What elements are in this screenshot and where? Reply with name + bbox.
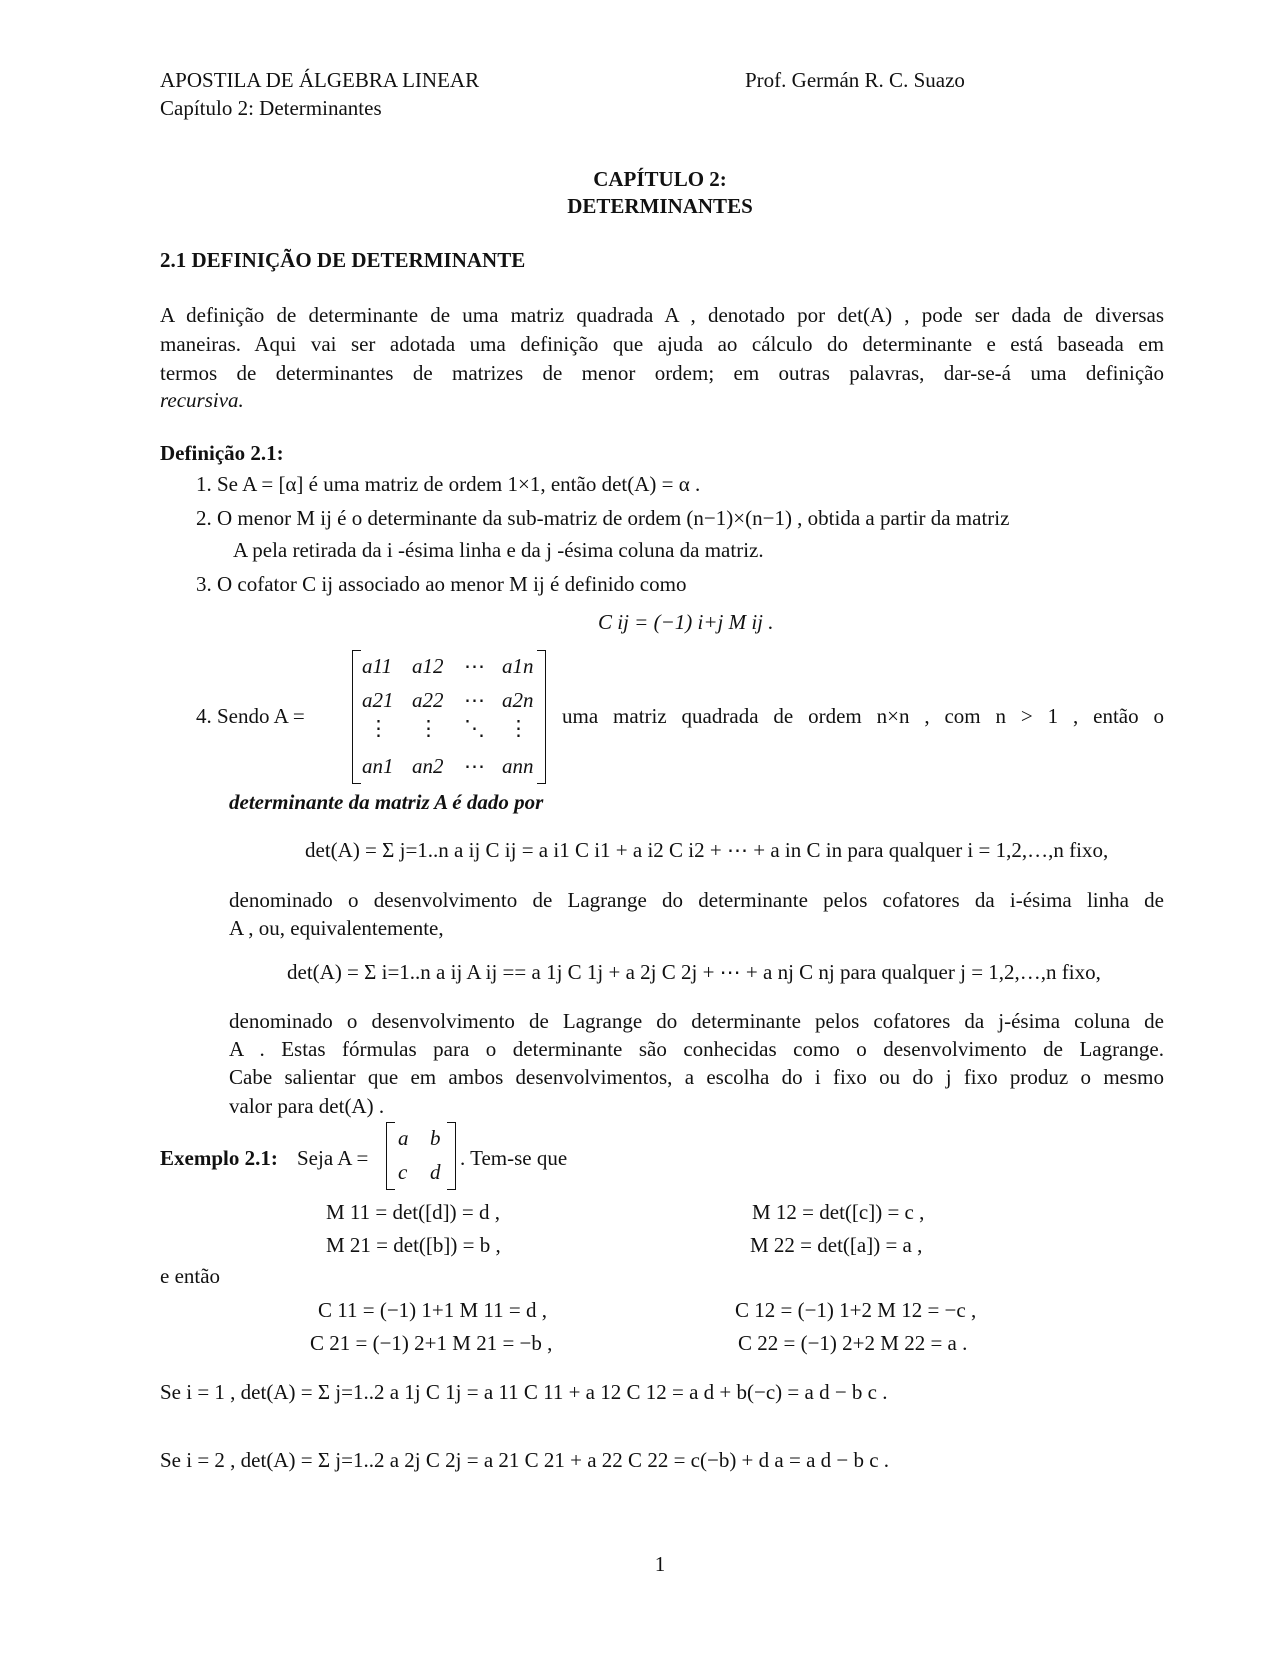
general-matrix	[352, 650, 546, 784]
example-matrix-cell: c	[398, 1160, 408, 1184]
then-text: e então	[160, 1264, 221, 1288]
intro-line-3: termos de determinantes de matrizes de menor ordem; em outras palavras, dar-se-á uma definição	[160, 361, 1164, 385]
matrix-left-bracket	[352, 650, 361, 784]
definition-label: Definição 2.1:	[160, 441, 284, 465]
matrix-cell: a2n	[502, 688, 534, 712]
matrix-cell: a21	[362, 688, 394, 712]
example-matrix-cell: a	[398, 1126, 409, 1150]
matrix-cell: ⋯	[464, 654, 485, 678]
intro-line-4: recursiva.	[160, 388, 244, 412]
col-desc-line3: Cabe salientar que em ambos desenvolvimentos, a escolha do i fixo ou do j fixo produz o mesmo	[229, 1065, 1164, 1089]
matrix-cell: ⋯	[464, 754, 485, 778]
matrix-right-bracket	[537, 650, 546, 784]
matrix-cell: ⋯	[464, 688, 485, 712]
page-number: 1	[654, 1552, 666, 1576]
section-title: 2.1 DEFINIÇÃO DE DETERMINANTE	[160, 248, 526, 272]
matrix-cell: ⋮	[508, 716, 529, 740]
column-expansion-formula: det(A) = Σ i=1..n a ij A ij == a 1j C 1j + a 2j C 2j + ⋯ + a nj C nj para qualquer j = 1,2,…,n fixo,	[287, 960, 1101, 984]
example-matrix-left-bracket	[386, 1122, 395, 1190]
intro-line-1: A definição de determinante de uma matriz quadrada A , denotado por det(A) , pode ser dada de diversas	[160, 303, 1164, 327]
matrix-cell: ⋱	[464, 716, 485, 740]
definition-item-4-cont: determinante da matriz A é dado por	[229, 790, 544, 814]
example-matrix-cell: d	[430, 1160, 441, 1184]
matrix-cell: an2	[412, 754, 444, 778]
definition-item-4-prefix: 4. Sendo A =	[196, 704, 305, 728]
cofactor-formula: C ij = (−1) i+j M ij .	[598, 610, 774, 634]
minor-m12: M 12 = det([c]) = c ,	[752, 1200, 925, 1224]
row-desc-line2: A , ou, equivalentemente,	[229, 916, 444, 940]
definition-item-2-line1: 2. O menor M ij é o determinante da sub-matriz de ordem (n−1)×(n−1) , obtida a partir da matriz	[196, 506, 1010, 530]
cofactor-c11: C 11 = (−1) 1+1 M 11 = d ,	[318, 1298, 547, 1322]
row-desc-line1: denominado o desenvolvimento de Lagrange do determinante pelos cofatores da i-ésima linha de	[229, 888, 1164, 912]
case-i-equals-1: Se i = 1 , det(A) = Σ j=1..2 a 1j C 1j = a 11 C 11 + a 12 C 12 = a d + b(−c) = a d − b c .	[160, 1380, 888, 1404]
matrix-cell: a11	[362, 654, 392, 678]
cofactor-c21: C 21 = (−1) 2+1 M 21 = −b ,	[310, 1331, 553, 1355]
minor-m11: M 11 = det([d]) = d ,	[326, 1200, 500, 1224]
example-intro: Seja A =	[297, 1146, 369, 1170]
example-intro-suffix: . Tem-se que	[460, 1146, 568, 1170]
minor-m22: M 22 = det([a]) = a ,	[750, 1233, 923, 1257]
minor-m21: M 21 = det([b]) = b ,	[326, 1233, 501, 1257]
cofactor-c22: C 22 = (−1) 2+2 M 22 = a .	[738, 1331, 968, 1355]
intro-line-2: maneiras. Aqui vai ser adotada uma definição que ajuda ao cálculo do determinante e está baseada em	[160, 332, 1164, 356]
definition-item-2-line2: A pela retirada da i -ésima linha e da j -ésima coluna da matriz.	[233, 538, 764, 562]
row-expansion-formula: det(A) = Σ j=1..n a ij C ij = a i1 C i1 + a i2 C i2 + ⋯ + a in C in para qualquer i = 1,2,…,n fixo,	[305, 838, 1109, 862]
matrix-cell: ann	[502, 754, 534, 778]
example-label: Exemplo 2.1:	[160, 1146, 278, 1170]
chapter-title-line1: CAPÍTULO 2:	[593, 167, 727, 191]
example-matrix-right-bracket	[447, 1122, 456, 1190]
col-desc-line4: valor para det(A) .	[229, 1094, 385, 1118]
header-title: APOSTILA DE ÁLGEBRA LINEAR	[160, 68, 480, 92]
cofactor-c12: C 12 = (−1) 1+2 M 12 = −c ,	[735, 1298, 977, 1322]
header-chapter: Capítulo 2: Determinantes	[160, 96, 382, 120]
chapter-title-line2: DETERMINANTES	[567, 194, 753, 218]
example-matrix	[386, 1122, 456, 1190]
example-matrix-cell: b	[430, 1126, 441, 1150]
definition-item-1: 1. Se A = [α] é uma matriz de ordem 1×1, então det(A) = α .	[196, 472, 701, 496]
matrix-cell: a1n	[502, 654, 534, 678]
case-i-equals-2: Se i = 2 , det(A) = Σ j=1..2 a 2j C 2j = a 21 C 21 + a 22 C 22 = c(−b) + d a = a d − b c .	[160, 1448, 890, 1472]
matrix-cell: a22	[412, 688, 444, 712]
col-desc-line2: A . Estas fórmulas para o determinante são conhecidas como o desenvolvimento de Lagrange.	[229, 1037, 1164, 1061]
header-author: Prof. Germán R. C. Suazo	[745, 68, 965, 92]
matrix-cell: ⋮	[368, 716, 389, 740]
matrix-cell: a12	[412, 654, 444, 678]
matrix-cell: an1	[362, 754, 394, 778]
definition-item-3: 3. O cofator C ij associado ao menor M ij é definido como	[196, 572, 687, 596]
definition-item-4-suffix: uma matriz quadrada de ordem n×n , com n > 1 , então o	[562, 704, 1164, 728]
matrix-cell: ⋮	[418, 716, 439, 740]
col-desc-line1: denominado o desenvolvimento de Lagrange do determinante pelos cofatores da j-ésima coluna de	[229, 1009, 1164, 1033]
